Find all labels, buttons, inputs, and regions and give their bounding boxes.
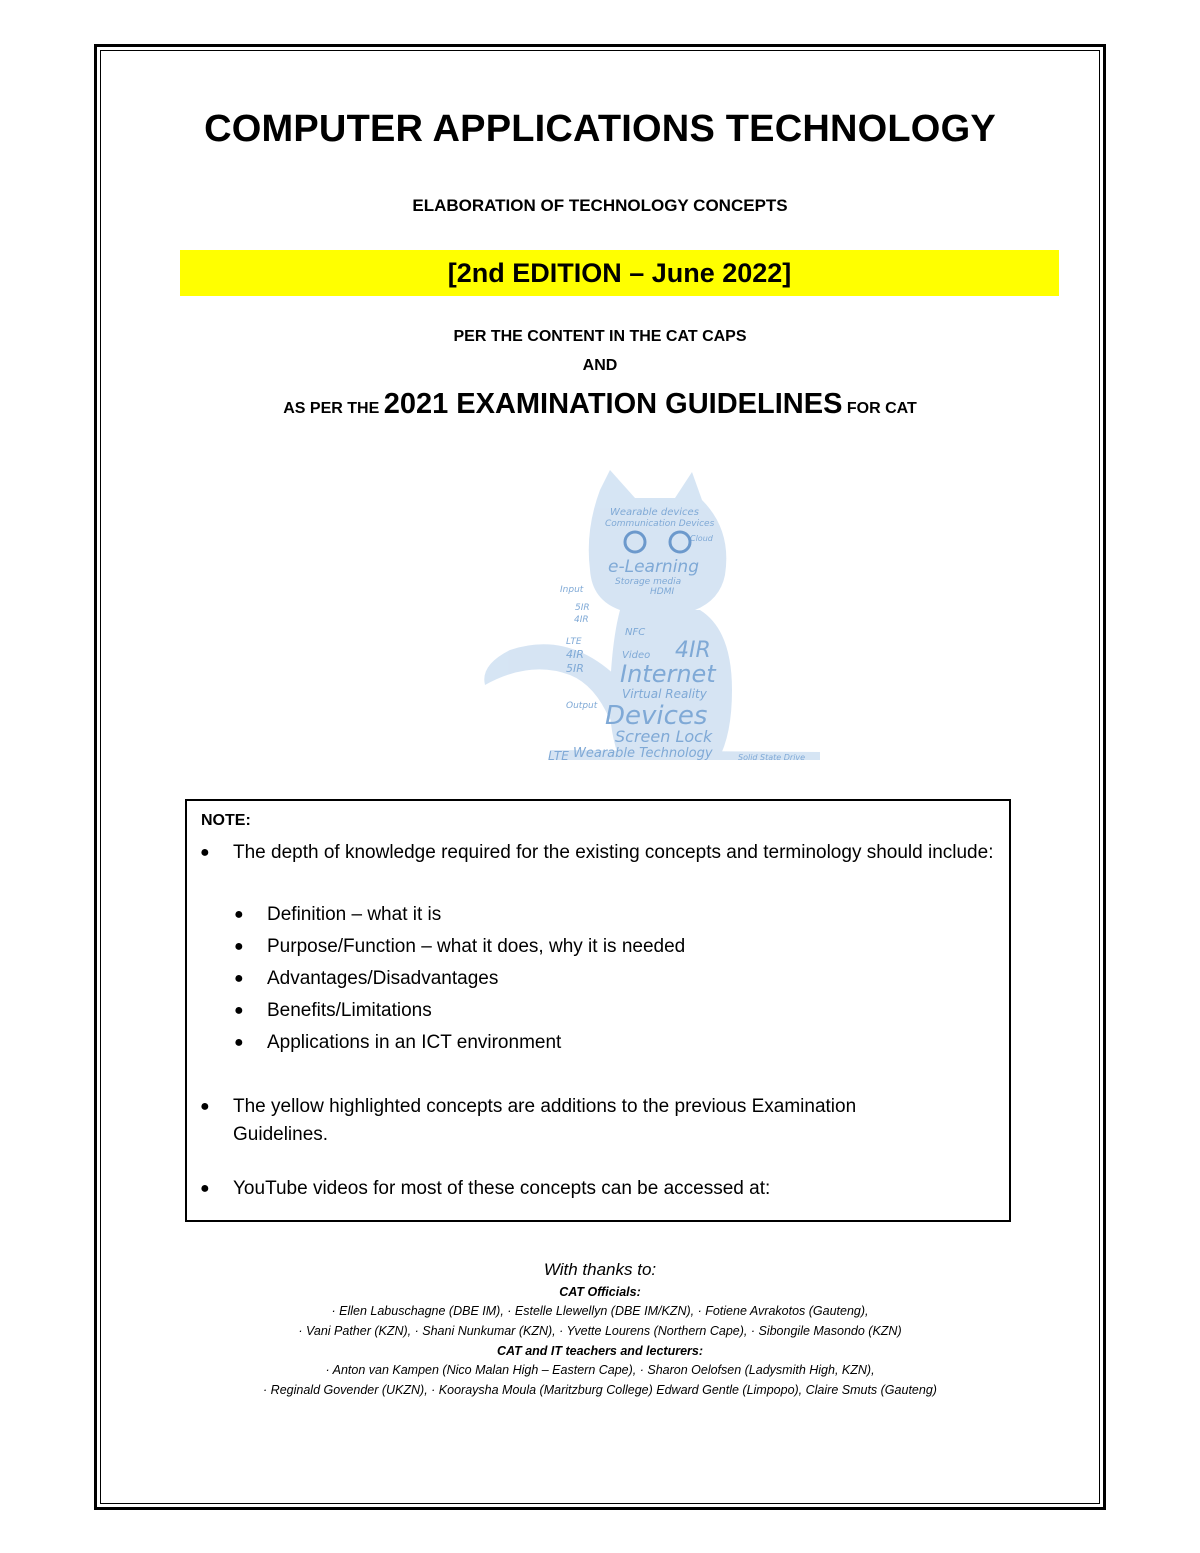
teachers-line-1: · Anton van Kampen (Nico Malan High – Eastern Cape), · Sharon Oelofsen (Ladysmith High, KZN), xyxy=(325,1363,875,1377)
svg-text:Screen Lock: Screen Lock xyxy=(615,727,713,746)
svg-text:Internet: Internet xyxy=(620,660,716,688)
and-line: AND xyxy=(582,357,618,374)
teachers-line-2: · Reginald Govender (UKZN), · Kooraysha Moula (Maritzburg College) Edward Gentle (Limpopo), Claire Smuts (Gauteng) xyxy=(263,1383,937,1397)
list-item xyxy=(234,996,432,1026)
svg-text:LTE: LTE xyxy=(548,749,569,763)
svg-text:Virtual Reality: Virtual Reality xyxy=(622,687,707,701)
thanks-heading: With thanks to: xyxy=(543,1260,657,1279)
svg-text:4IR: 4IR xyxy=(675,638,711,663)
guidelines-line xyxy=(100,388,1100,421)
bullet-icon: ● xyxy=(234,1034,244,1051)
note-label: NOTE: xyxy=(201,812,251,829)
list-item xyxy=(234,1028,562,1058)
guidelines-emphasis: 2021 EXAMINATION GUIDELINES xyxy=(383,388,843,420)
guidelines-suffix: FOR CAT xyxy=(842,400,917,417)
note-bullet-depth-text: The depth of knowledge required for the existing concepts and terminology should include: xyxy=(233,842,994,863)
officials-label: CAT Officials: xyxy=(559,1285,641,1299)
document-title: COMPUTER APPLICATIONS TECHNOLOGY xyxy=(204,108,996,150)
note-bullet-highlighted xyxy=(200,1093,933,1149)
officials-line-1: · Ellen Labuschagne (DBE IM), · Estelle Llewellyn (DBE IM/KZN), · Fotiene Avrakotos (Gauteng), xyxy=(331,1304,869,1318)
bullet-icon: ● xyxy=(234,906,244,923)
svg-text:Solid State Drive: Solid State Drive xyxy=(738,753,806,762)
svg-text:4IR: 4IR xyxy=(566,648,584,661)
cat-word-cloud-icon xyxy=(470,460,840,780)
svg-text:Communication Devices: Communication Devices xyxy=(605,519,715,529)
note-bullet-depth xyxy=(200,838,1003,868)
svg-text:Input: Input xyxy=(560,585,584,595)
svg-text:5IR: 5IR xyxy=(566,662,584,675)
bullet-icon: ● xyxy=(234,938,244,955)
svg-text:NFC: NFC xyxy=(625,627,646,638)
bullet-icon: ● xyxy=(234,1002,244,1019)
list-item-text: Benefits/Limitations xyxy=(267,1000,432,1021)
note-bullet-youtube xyxy=(200,1174,933,1204)
list-item-text: Applications in an ICT environment xyxy=(267,1032,562,1053)
bullet-icon: ● xyxy=(200,1098,210,1115)
svg-text:Video: Video xyxy=(622,650,651,661)
svg-text:LTE: LTE xyxy=(566,637,582,647)
svg-text:Wearable Technology: Wearable Technology xyxy=(573,746,713,761)
svg-text:Wearable devices: Wearable devices xyxy=(610,507,699,518)
bullet-icon: ● xyxy=(200,844,210,861)
list-item-text: Purpose/Function – what it does, why it is needed xyxy=(267,936,686,957)
bullet-icon: ● xyxy=(234,970,244,987)
list-item-text: Definition – what it is xyxy=(267,904,442,925)
list-item xyxy=(234,932,686,962)
svg-text:Storage media: Storage media xyxy=(615,577,682,587)
svg-text:4IR: 4IR xyxy=(574,615,589,625)
svg-text:e-Learning: e-Learning xyxy=(608,557,699,577)
list-item xyxy=(234,900,442,930)
note-bullet-youtube-text: YouTube videos for most of these concepts can be accessed at: xyxy=(233,1178,771,1199)
per-caps-line: PER THE CONTENT IN THE CAT CAPS xyxy=(453,328,747,345)
svg-text:HDMI: HDMI xyxy=(650,587,675,597)
svg-text:5IR: 5IR xyxy=(575,603,590,613)
list-item-text: Advantages/Disadvantages xyxy=(267,968,499,989)
svg-text:Output: Output xyxy=(566,701,598,711)
list-item xyxy=(234,964,499,994)
guidelines-prefix: AS PER THE xyxy=(283,400,384,417)
svg-text:Devices: Devices xyxy=(605,701,708,731)
officials-line-2: · Vani Pather (KZN), · Shani Nunkumar (KZN), · Yvette Lourens (Northern Cape), · Sibongile Masondo (KZN) xyxy=(298,1324,902,1338)
svg-text:Cloud: Cloud xyxy=(690,534,713,543)
document-subtitle: ELABORATION OF TECHNOLOGY CONCEPTS xyxy=(412,196,788,215)
bullet-icon: ● xyxy=(200,1180,210,1197)
edition-label: [2nd EDITION – June 2022] xyxy=(447,258,792,288)
teachers-label: CAT and IT teachers and lecturers: xyxy=(496,1344,704,1358)
note-bullet-highlighted-text: The yellow highlighted concepts are additions to the previous Examination Guidelines. xyxy=(233,1096,857,1145)
